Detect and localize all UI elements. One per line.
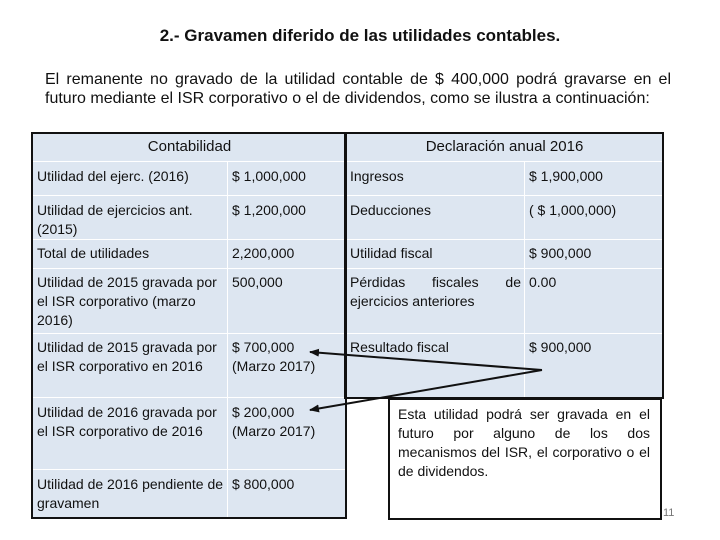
table-cell-importe: $ 700,000 (Marzo 2017) bbox=[228, 334, 345, 397]
table-cell-importe: $ 1,900,000 bbox=[525, 162, 662, 195]
arrow-to-700000 bbox=[310, 352, 542, 370]
note-box: Esta utilidad podrá ser gravada en el futuro por alguno de los dos mecanismos del ISR, el corporativo o el de dividendos. bbox=[388, 398, 662, 520]
table-cell-concepto: Utilidad fiscal bbox=[346, 240, 524, 268]
arrow-to-200000 bbox=[310, 370, 542, 410]
table-cell-concepto: Total de utilidades bbox=[33, 240, 227, 268]
table-cell-concepto: Utilidad de 2015 gravada por el ISR corporativo (marzo 2016) bbox=[33, 269, 227, 333]
table-cell-importe: $ 800,000 bbox=[228, 470, 345, 517]
table-cell-importe: 2,200,000 bbox=[228, 240, 345, 268]
header-contabilidad: Contabilidad bbox=[33, 134, 345, 161]
table-cell-importe: $ 900,000 bbox=[525, 240, 662, 268]
slide-title: 2.- Gravamen diferido de las utilidades contables. bbox=[159, 26, 561, 45]
table-cell-importe: 0.00 bbox=[525, 269, 662, 333]
table-cell-concepto: Utilidad de 2015 gravada por el ISR corporativo en 2016 bbox=[33, 334, 227, 397]
intro-paragraph: El remanente no gravado de la utilidad contable de $ 400,000 podrá gravarse en el futuro mediante el ISR corporativo o el de dividendos, como se ilustra a continuación: bbox=[45, 71, 671, 107]
table-cell-concepto: Pérdidas fiscales de ejercicios anteriores bbox=[346, 269, 524, 333]
table-cell-concepto: Utilidad de 2016 gravada por el ISR corporativo de 2016 bbox=[33, 398, 227, 469]
table-cell-concepto: Utilidad del ejerc. (2016) bbox=[33, 162, 227, 195]
table-cell-importe: 500,000 bbox=[228, 269, 345, 333]
table-cell-importe: $ 900,000 bbox=[525, 334, 662, 397]
table-cell-concepto: Deducciones bbox=[346, 196, 524, 239]
table-cell-importe: $ 1,000,000 bbox=[228, 162, 345, 195]
header-declaracion: Declaración anual 2016 bbox=[346, 134, 662, 161]
table-cell-concepto: Resultado fiscal bbox=[346, 334, 524, 397]
table-cell-importe: $ 1,200,000 bbox=[228, 196, 345, 239]
page-number: 11 bbox=[663, 507, 675, 519]
table-cell-concepto: Utilidad de 2016 pendiente de gravamen bbox=[33, 470, 227, 517]
table-cell-importe: $ 200,000 (Marzo 2017) bbox=[228, 398, 345, 469]
table-cell-concepto: Utilidad de ejercicios ant. (2015) bbox=[33, 196, 227, 239]
table-cell-concepto: Ingresos bbox=[346, 162, 524, 195]
table-cell-importe: ( $ 1,000,000) bbox=[525, 196, 662, 239]
